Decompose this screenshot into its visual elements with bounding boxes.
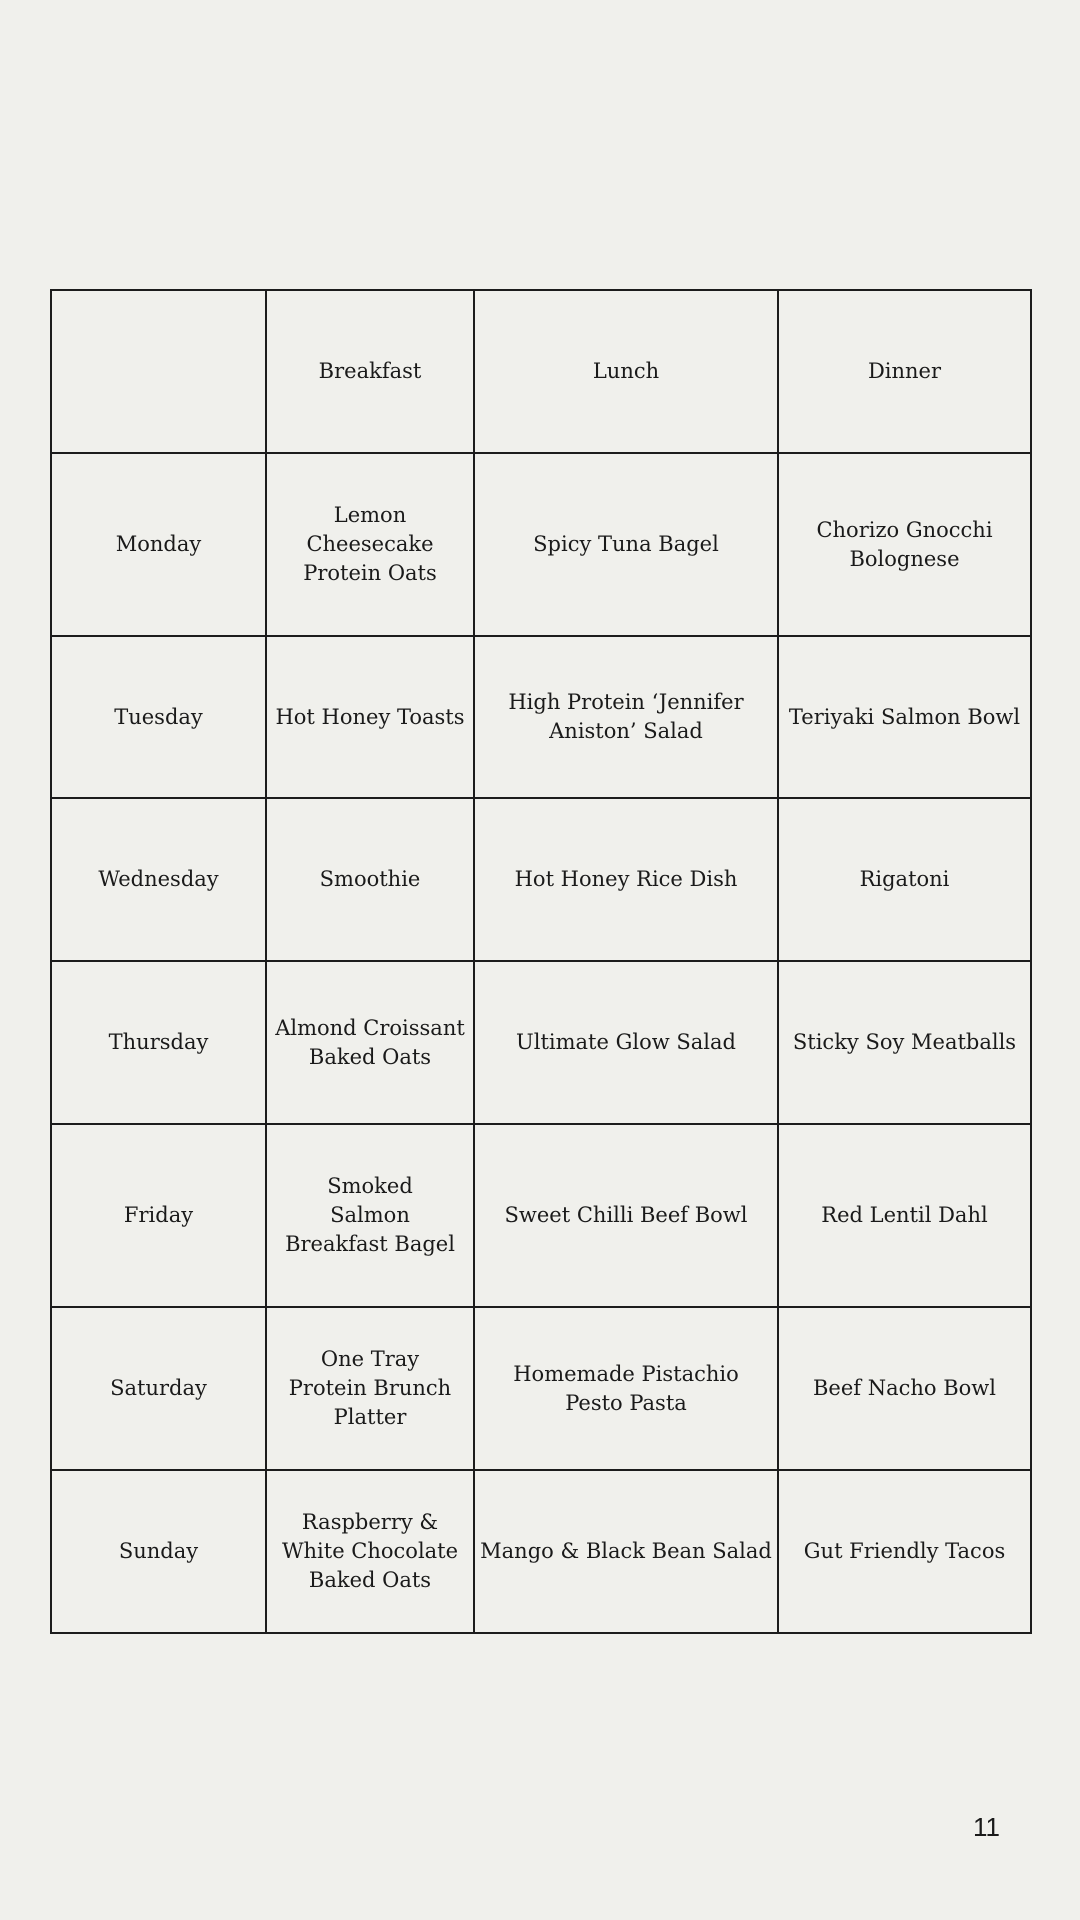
- dinner-cell: Teriyaki Salmon Bowl: [778, 636, 1031, 798]
- lunch-cell: Sweet Chilli Beef Bowl: [474, 1124, 778, 1307]
- table-row: [51, 1307, 1031, 1470]
- dinner-cell: Gut Friendly Tacos: [778, 1470, 1031, 1633]
- lunch-cell: Homemade Pistachio Pesto Pasta: [474, 1307, 778, 1470]
- day-cell: Sunday: [51, 1470, 266, 1633]
- dinner-cell: Rigatoni: [778, 798, 1031, 961]
- breakfast-cell: Smoothie: [266, 798, 474, 961]
- day-cell: Friday: [51, 1124, 266, 1307]
- dinner-cell: Sticky Soy Meatballs: [778, 961, 1031, 1124]
- dinner-cell: Chorizo Gnocchi Bolognese: [778, 453, 1031, 636]
- lunch-cell: Hot Honey Rice Dish: [474, 798, 778, 961]
- table-row: [51, 1124, 1031, 1307]
- lunch-cell: Ultimate Glow Salad: [474, 961, 778, 1124]
- dinner-cell: Beef Nacho Bowl: [778, 1307, 1031, 1470]
- corner-cell: [51, 290, 266, 453]
- day-cell: Saturday: [51, 1307, 266, 1470]
- lunch-cell: Mango & Black Bean Salad: [474, 1470, 778, 1633]
- page-number: 11: [973, 1812, 1000, 1842]
- day-cell: Thursday: [51, 961, 266, 1124]
- lunch-cell: Spicy Tuna Bagel: [474, 453, 778, 636]
- breakfast-cell: Almond Croissant Baked Oats: [266, 961, 474, 1124]
- day-cell: Tuesday: [51, 636, 266, 798]
- table-row: [51, 798, 1031, 961]
- breakfast-cell: Lemon Cheesecake Protein Oats: [266, 453, 474, 636]
- breakfast-cell: One Tray Protein Brunch Platter: [266, 1307, 474, 1470]
- table-row: [51, 636, 1031, 798]
- column-header-breakfast: Breakfast: [266, 290, 474, 453]
- column-header-lunch: Lunch: [474, 290, 778, 453]
- table-row: [51, 453, 1031, 636]
- meal-plan-table: [50, 289, 1032, 1634]
- column-header-dinner: Dinner: [778, 290, 1031, 453]
- lunch-cell: High Protein ‘Jennifer Aniston’ Salad: [474, 636, 778, 798]
- day-cell: Wednesday: [51, 798, 266, 961]
- dinner-cell: Red Lentil Dahl: [778, 1124, 1031, 1307]
- breakfast-cell: Hot Honey Toasts: [266, 636, 474, 798]
- breakfast-cell: Smoked Salmon Breakfast Bagel: [266, 1124, 474, 1307]
- table-row: [51, 961, 1031, 1124]
- header-row: [51, 290, 1031, 453]
- day-cell: Monday: [51, 453, 266, 636]
- breakfast-cell: Raspberry & White Chocolate Baked Oats: [266, 1470, 474, 1633]
- table-row: [51, 1470, 1031, 1633]
